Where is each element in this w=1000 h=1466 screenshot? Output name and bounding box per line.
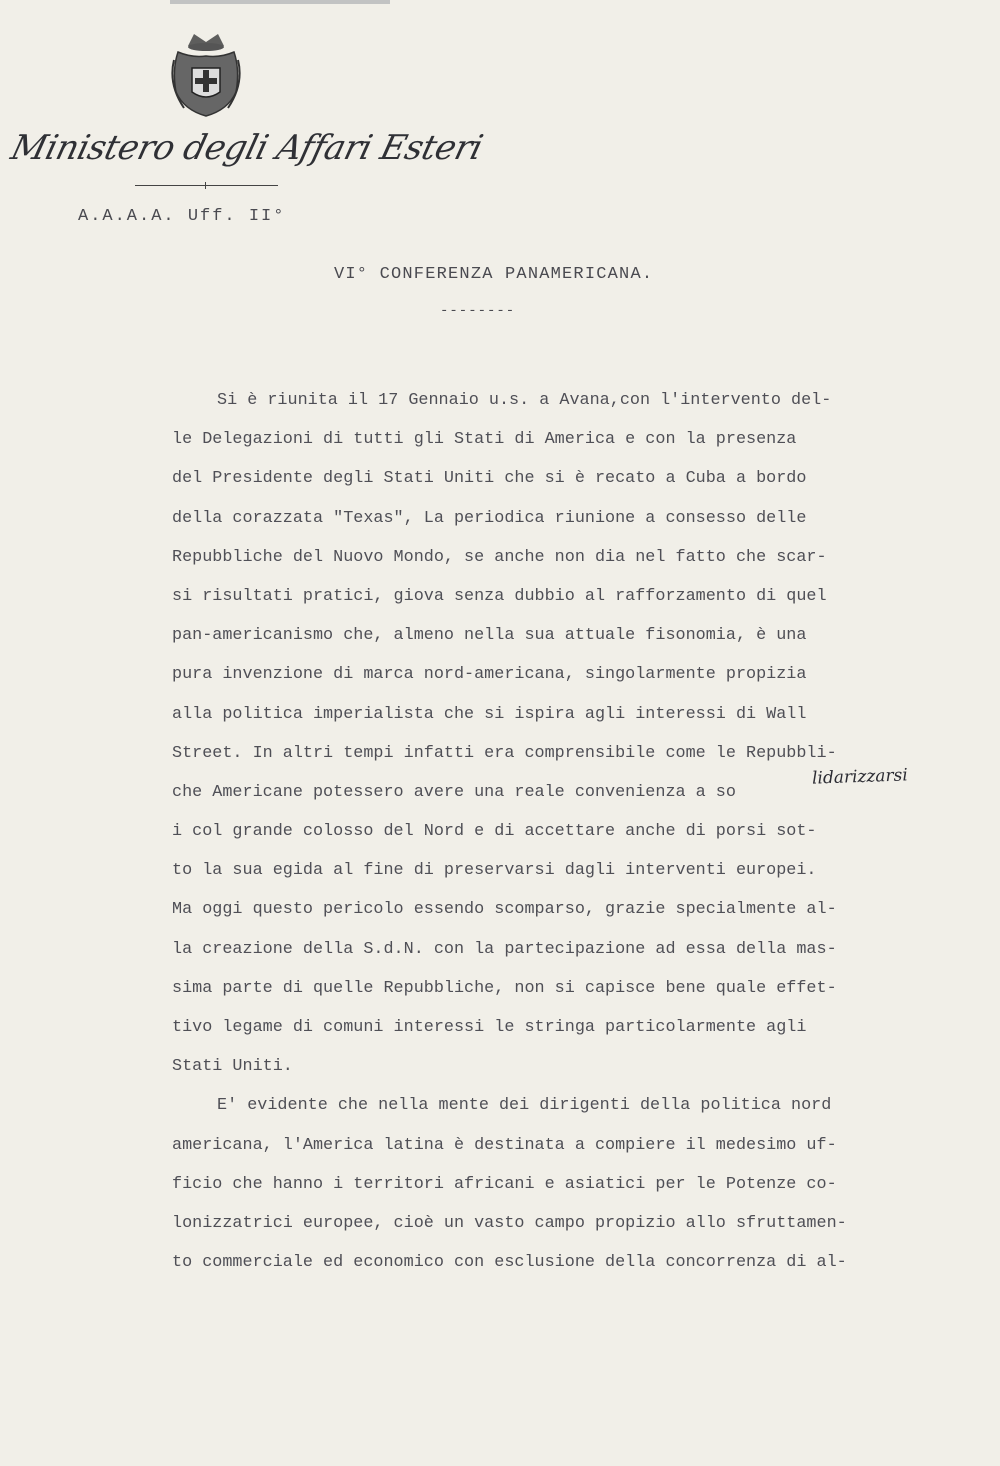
text-line: E' evidente che nella mente dei dirigenti della politica nord [217, 1096, 832, 1116]
letterhead-rule-tick [205, 182, 206, 189]
ministry-letterhead: Ministero degli Affari Esteri [7, 128, 487, 168]
paper-edge-mark [170, 0, 390, 4]
text-line: i col grande colosso del Nord e di accettare anche di porsi sot- [172, 822, 817, 842]
text-line: tivo legame di comuni interessi le stringa particolarmente agli [172, 1018, 807, 1037]
text-line: ficio che hanno i territori africani e asiatici per le Potenze co- [172, 1174, 837, 1194]
text-line: sima parte di quelle Repubbliche, non si capisce bene quale effet- [172, 978, 837, 998]
italian-royal-crest-icon [168, 30, 244, 120]
text-line: le Delegazioni di tutti gli Stati di America e con la presenza [172, 430, 797, 450]
text-line: della corazzata "Texas", La periodica riunione a consesso delle [172, 508, 807, 528]
text-line: Stati Uniti. [172, 1057, 293, 1077]
text-line: Ma oggi questo pericolo essendo scomparso, grazie specialmente al- [172, 900, 837, 920]
text-line: lonizzatrici europee, cioè un vasto campo propizio allo sfruttamen- [172, 1213, 847, 1233]
body-text [172, 381, 972, 1282]
text-line: del Presidente degli Stati Uniti che si è recato a Cuba a bordo [172, 469, 807, 489]
text-line: alla politica imperialista che si ispira agli interessi di Wall [172, 704, 807, 724]
office-reference: A.A.A.A. Uff. II° [78, 207, 286, 226]
text-line: la creazione della S.d.N. con la partecipazione ad essa della mas- [172, 939, 837, 959]
text-line: to commerciale ed economico con esclusione della concorrenza di al- [172, 1253, 847, 1273]
handwritten-correction: lidarizzarsi [811, 765, 909, 789]
text-line: che Americane potessero avere una reale convenienza a so [172, 782, 736, 802]
text-line: Street. In altri tempi infatti era comprensibile come le Repubbli- [172, 743, 837, 763]
text-line: Repubbliche del Nuovo Mondo, se anche non dia nel fatto che scar- [172, 547, 827, 567]
text-line: americana, l'America latina è destinata a compiere il medesimo uf- [172, 1135, 837, 1155]
text-line: to la sua egida al fine di preservarsi dagli interventi europei. [172, 861, 817, 881]
text-line: Si è riunita il 17 Gennaio u.s. a Avana,con l'intervento del- [217, 391, 832, 410]
document-title: VI° CONFERENZA PANAMERICANA. [334, 265, 654, 284]
text-line: pura invenzione di marca nord-americana, singolarmente propizia [172, 665, 807, 685]
text-line: si risultati pratici, giova senza dubbio al rafforzamento di quel [172, 586, 827, 606]
text-line: pan-americanismo che, almeno nella sua attuale fisonomia, è una [172, 626, 807, 646]
title-underline: -------- [440, 303, 516, 319]
letterhead-rule [135, 185, 278, 186]
